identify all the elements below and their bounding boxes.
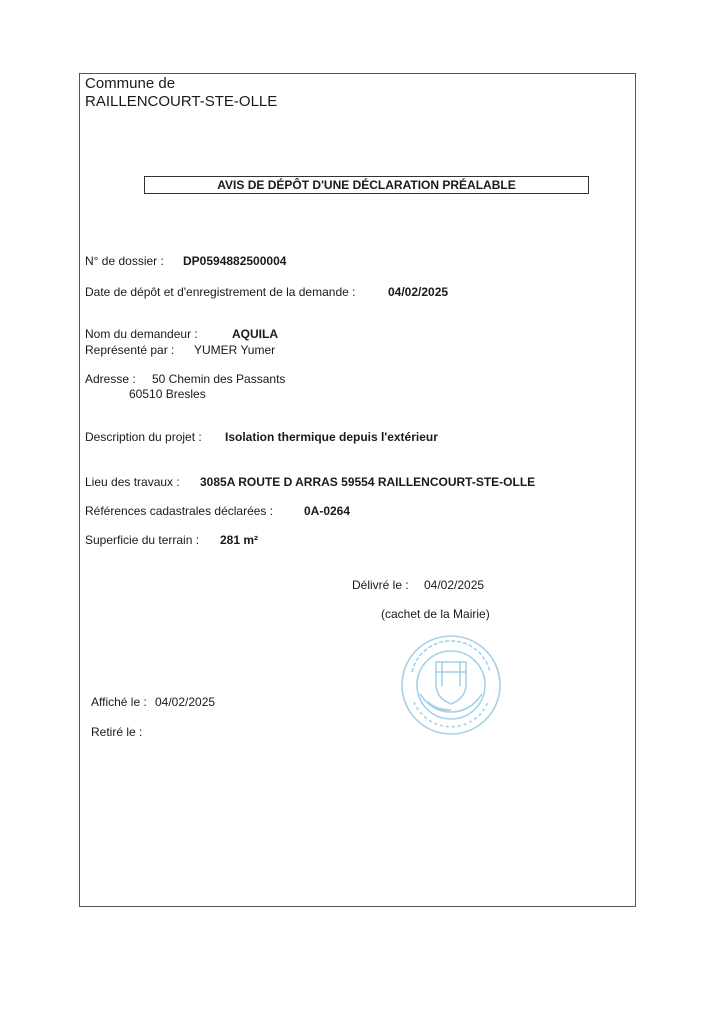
delivre-label: Délivré le : [352, 578, 409, 592]
date-depot-value: 04/02/2025 [388, 285, 449, 299]
demandeur-label: Nom du demandeur : [85, 327, 198, 341]
references-value: 0A-0264 [304, 504, 351, 518]
date-depot-label: Date de dépôt et d'enregistrement de la demande : [85, 285, 356, 299]
references-label: Références cadastrales déclarées : [85, 504, 274, 518]
adresse-label: Adresse : [85, 372, 136, 386]
cachet-caption: (cachet de la Mairie) [381, 607, 490, 621]
superficie-label: Superficie du terrain : [85, 533, 200, 547]
dossier-value: DP0594882500004 [183, 254, 287, 268]
dossier-label: N° de dossier : [85, 254, 164, 268]
document-frame [79, 73, 636, 907]
affiche-label: Affiché le : [91, 695, 147, 709]
demandeur-value: AQUILA [232, 327, 278, 341]
description-label: Description du projet : [85, 430, 202, 444]
document-title: AVIS DE DÉPÔT D'UNE DÉCLARATION PRÉALABLE [144, 176, 589, 194]
represente-value: YUMER Yumer [194, 343, 276, 357]
represente-label: Représenté par : [85, 343, 175, 357]
retire-label: Retiré le : [91, 725, 143, 739]
description-value: Isolation thermique depuis l'extérieur [225, 430, 438, 444]
commune-name: RAILLENCOURT-STE-OLLE [85, 93, 278, 110]
lieu-value: 3085A ROUTE D ARRAS 59554 RAILLENCOURT-STE-OLLE [200, 475, 536, 489]
commune-line1: Commune de [85, 75, 176, 92]
adresse-line1: 50 Chemin des Passants [152, 372, 286, 386]
delivre-value: 04/02/2025 [424, 578, 485, 592]
adresse-line2: 60510 Bresles [129, 387, 206, 401]
lieu-label: Lieu des travaux : [85, 475, 180, 489]
affiche-value: 04/02/2025 [155, 695, 216, 709]
superficie-value: 281 m² [220, 533, 259, 547]
mairie-stamp-icon [398, 632, 504, 738]
